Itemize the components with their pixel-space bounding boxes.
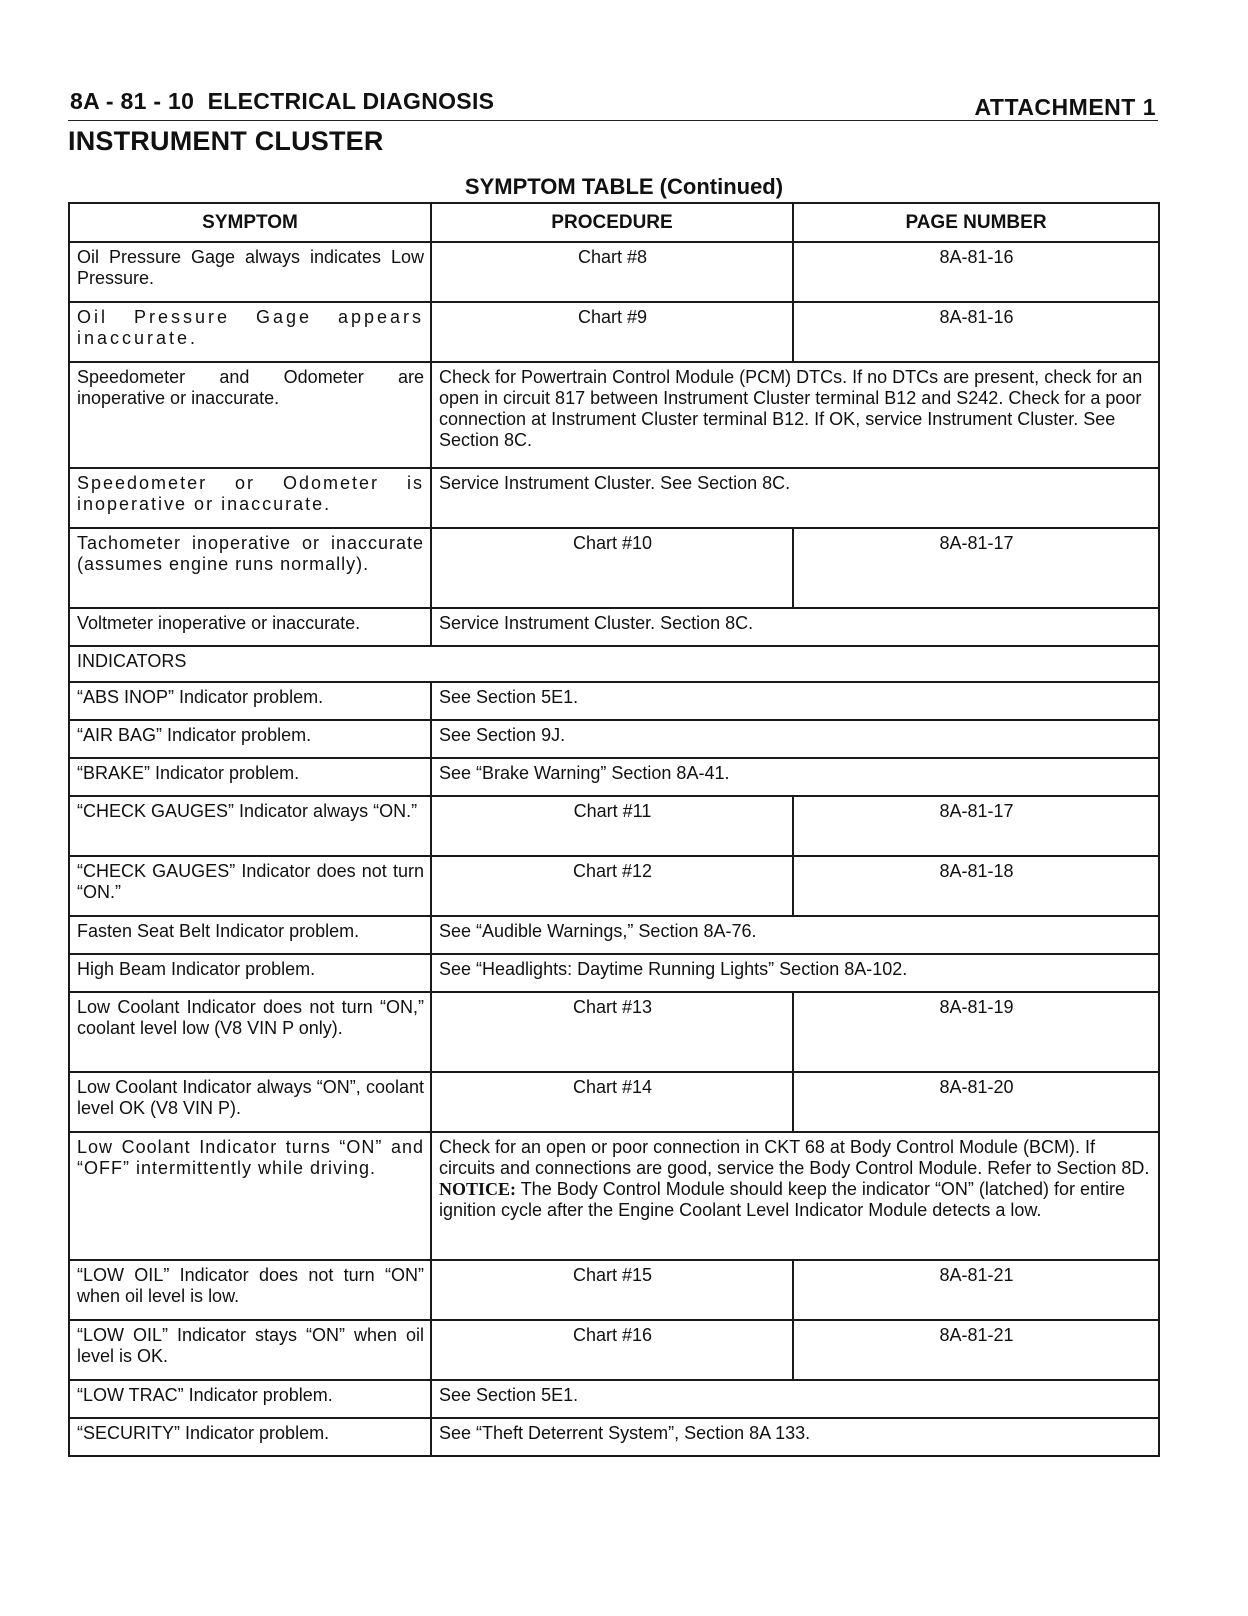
procedure-cell: See “Brake Warning” Section 8A-41. [431, 758, 1159, 796]
symptom-cell [69, 468, 431, 528]
symptom-cell [69, 528, 431, 608]
symptom-cell: Oil Pressure Gage always indicates Low Pressure. [69, 242, 431, 302]
attachment-label: ATTACHMENT 1 [974, 94, 1156, 120]
page-header-title: 8A - 81 - 10 ELECTRICAL DIAGNOSIS [70, 88, 495, 114]
table-row [69, 1072, 1159, 1132]
table-row [69, 242, 1159, 302]
page-number-cell: 8A-81-18 [793, 856, 1159, 916]
table-row [69, 954, 1159, 992]
table-caption-text: SYMPTOM TABLE (Continued) [464, 174, 784, 199]
symptom-cell: Speedometer and Odometer are inoperative or inaccurate. [69, 362, 431, 468]
symptom-table [68, 202, 1160, 1457]
symptom-cell: Low Coolant Indicator always “ON”, coolant level OK (V8 VIN P). [69, 1072, 431, 1132]
page-number-cell: 8A-81-17 [793, 796, 1159, 856]
symptom-cell: “LOW OIL” Indicator stays “ON” when oil level is OK. [69, 1320, 431, 1380]
procedure-cell: Check for Powertrain Control Module (PCM) DTCs. If no DTCs are present, check for an open in circuit 817 between Instrument Cluster terminal B12 and S242. Check for a poor connection at Instrument Cluster terminal B12. If OK, service Instrument Cluster. See Section 8C. [431, 362, 1159, 468]
table-row [69, 302, 1159, 362]
table-row [69, 916, 1159, 954]
symptom-cell: “LOW OIL” Indicator does not turn “ON” when oil level is low. [69, 1260, 431, 1320]
table-row [69, 758, 1159, 796]
procedure-cell: See Section 5E1. [431, 1380, 1159, 1418]
table-row [69, 1132, 1159, 1260]
page-number-cell: 8A-81-20 [793, 1072, 1159, 1132]
symptom-cell: “LOW TRAC” Indicator problem. [69, 1380, 431, 1418]
symptom-cell: “CHECK GAUGES” Indicator always “ON.” [69, 796, 431, 856]
procedure-cell: See Section 5E1. [431, 682, 1159, 720]
procedure-cell: Chart #11 [431, 796, 793, 856]
column-header-procedure: PROCEDURE [431, 203, 793, 242]
page-number-cell: 8A-81-21 [793, 1320, 1159, 1380]
procedure-cell: See “Theft Deterrent System”, Section 8A 133. [431, 1418, 1159, 1456]
table-header-row [69, 203, 1159, 242]
procedure-cell: Service Instrument Cluster. See Section 8C. [431, 468, 1159, 528]
procedure-cell: Service Instrument Cluster. Section 8C. [431, 608, 1159, 646]
table-row [69, 992, 1159, 1072]
symptom-cell: “AIR BAG” Indicator problem. [69, 720, 431, 758]
page-number-cell: 8A-81-17 [793, 528, 1159, 608]
symptom-cell: Voltmeter inoperative or inaccurate. [69, 608, 431, 646]
procedure-cell: Chart #9 [431, 302, 793, 362]
table-row [69, 608, 1159, 646]
table-caption [0, 174, 1248, 200]
procedure-text-post: The Body Control Module should keep the indicator “ON” (latched) for entire ignition cycle after the Engine Coolant Level Indicator Module detects a low. [439, 1179, 1125, 1220]
procedure-cell [431, 1132, 1159, 1260]
table-row [69, 468, 1159, 528]
table-row [69, 682, 1159, 720]
table-row [69, 528, 1159, 608]
group-row-indicators [69, 646, 1159, 682]
page-number-cell: 8A-81-16 [793, 242, 1159, 302]
symptom-cell [69, 302, 431, 362]
section-title: INSTRUMENT CLUSTER [68, 126, 384, 156]
table-row [69, 1260, 1159, 1320]
symptom-cell: High Beam Indicator problem. [69, 954, 431, 992]
procedure-cell: See Section 9J. [431, 720, 1159, 758]
symptom-text: Low Coolant Indicator turns “ON” and “OFF” intermittently while driving. [77, 1137, 424, 1178]
column-header-symptom: SYMPTOM [69, 203, 431, 242]
column-header-page-number: PAGE NUMBER [793, 203, 1159, 242]
procedure-cell: Chart #8 [431, 242, 793, 302]
symptom-text: Speedometer or Odometer is inoperative or inaccurate. [77, 473, 424, 514]
symptom-cell: “ABS INOP” Indicator problem. [69, 682, 431, 720]
table-row [69, 1380, 1159, 1418]
page-number-cell: 8A-81-19 [793, 992, 1159, 1072]
procedure-cell: Chart #16 [431, 1320, 793, 1380]
table-row [69, 1320, 1159, 1380]
table-row [69, 856, 1159, 916]
procedure-cell: Chart #10 [431, 528, 793, 608]
header-rule [68, 120, 1158, 121]
page-number-cell: 8A-81-21 [793, 1260, 1159, 1320]
notice-label: NOTICE: [439, 1179, 517, 1199]
table-row [69, 720, 1159, 758]
procedure-cell: Chart #12 [431, 856, 793, 916]
procedure-cell: Chart #15 [431, 1260, 793, 1320]
symptom-cell: “BRAKE” Indicator problem. [69, 758, 431, 796]
group-label: INDICATORS [69, 646, 1159, 682]
symptom-cell [69, 1132, 431, 1260]
table-row [69, 362, 1159, 468]
symptom-cell: “CHECK GAUGES” Indicator does not turn “ON.” [69, 856, 431, 916]
table-row [69, 796, 1159, 856]
procedure-cell: See “Audible Warnings,” Section 8A-76. [431, 916, 1159, 954]
page-number-cell: 8A-81-16 [793, 302, 1159, 362]
symptom-text: Oil Pressure Gage appears inaccurate. [77, 307, 424, 348]
procedure-text-pre: Check for an open or poor connection in CKT 68 at Body Control Module (BCM). If circuits and connections are good, service the Body Control Module. Refer to Section 8D. [439, 1137, 1150, 1178]
symptom-cell: Low Coolant Indicator does not turn “ON,” coolant level low (V8 VIN P only). [69, 992, 431, 1072]
procedure-cell: See “Headlights: Daytime Running Lights” Section 8A-102. [431, 954, 1159, 992]
symptom-text: Tachometer inoperative or inaccurate (assumes engine runs normally). [77, 533, 424, 574]
table-row [69, 1418, 1159, 1456]
procedure-cell: Chart #14 [431, 1072, 793, 1132]
symptom-cell: “SECURITY” Indicator problem. [69, 1418, 431, 1456]
procedure-cell: Chart #13 [431, 992, 793, 1072]
symptom-cell: Fasten Seat Belt Indicator problem. [69, 916, 431, 954]
